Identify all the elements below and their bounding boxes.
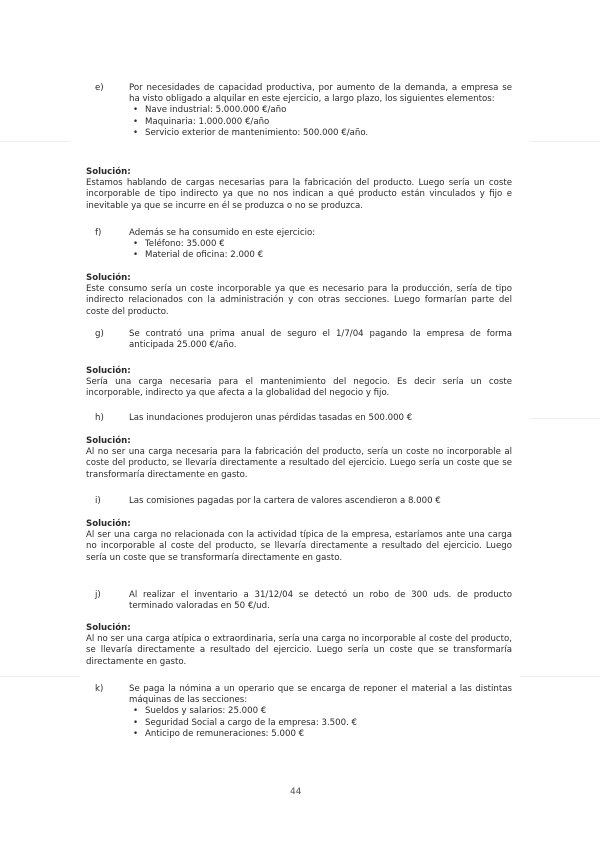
solution-g [86, 366, 512, 400]
solution-text: Al no ser una carga atípica o extraordinaria, sería una carga no incorporable al coste del producto, se llevaría directamente a resultado del ejercicio. Luego sería un coste que se transformaría directamente en gasto. [86, 634, 512, 667]
item-j [95, 590, 512, 612]
list-item: • Material de oficina: 2.000 € [145, 250, 512, 261]
item-f [95, 228, 512, 262]
item-text: Al realizar el inventario a 31/12/04 se detectó un robo de 300 uds. de producto terminado valoradas en 50 €/ud. [129, 590, 512, 612]
scan-artifact [530, 418, 600, 419]
list-item: • Anticipo de remuneraciones: 5.000 € [145, 729, 512, 740]
solution-text: Al ser una carga no relacionada con la actividad típica de la empresa, estaríamos ante una carga no incorporable al coste del producto, se llevaría directamente a resultado del ejercicio. Luego sería un coste que se transformaría directamente en gasto. [86, 530, 512, 563]
solution-i [86, 519, 512, 564]
list-item: • Sueldos y salarios: 25.000 € [145, 706, 512, 717]
item-h [95, 413, 512, 424]
list-item: • Nave industrial: 5.000.000 €/año [145, 105, 512, 116]
item-e [95, 83, 512, 139]
page-number: 44 [290, 787, 302, 797]
item-k [95, 684, 512, 740]
solution-text: Estamos hablando de cargas necesarias para la fabricación del producto. Luego sería un coste incorporable de tipo indirecto ya que no nos indican a qué producto están vinculados y fijo e inevitable ya que se incurre en él se produzca o no se produzca. [86, 178, 512, 211]
item-text: Se contrató una prima anual de seguro el 1/7/04 pagando la empresa de forma anticipada 25.000 €/año. [129, 329, 512, 351]
scan-artifact [0, 676, 80, 677]
item-label: k) [95, 684, 104, 694]
solution-e [86, 167, 512, 212]
solution-heading: Solución: [86, 436, 131, 446]
item-g [95, 329, 512, 351]
solution-j [86, 623, 512, 668]
list-item: • Servicio exterior de mantenimiento: 500.000 €/año. [145, 128, 512, 139]
item-list [129, 105, 512, 139]
item-text: Se paga la nómina a un operario que se encarga de reponer el material a las distintas máquinas de las secciones: [129, 684, 512, 706]
item-list [129, 239, 512, 261]
item-list [129, 706, 512, 740]
item-text: Por necesidades de capacidad productiva, por aumento de la demanda, a empresa se ha visto obligado a alquilar en este ejercicio, a largo plazo, los siguientes elementos: [129, 83, 512, 105]
list-item: • Seguridad Social a cargo de la empresa: 3.500. € [145, 718, 512, 729]
item-i [95, 496, 512, 507]
solution-h [86, 436, 512, 481]
scan-artifact [0, 141, 70, 142]
solution-heading: Solución: [86, 273, 131, 283]
item-label: h) [95, 413, 104, 423]
solution-text: Este consumo sería un coste incorporable ya que es necesario para la producción, sería de tipo indirecto relacionados con la administración y con otras secciones. Luego formarían parte del coste del producto. [86, 284, 512, 317]
solution-text: Al no ser una carga necesaria para la fabricación del producto, sería un coste no incorporable al coste del producto, se llevaría directamente a resultado del ejercicio. Luego sería un coste que se transformaría directamente en gasto. [86, 447, 512, 480]
list-item: • Teléfono: 35.000 € [145, 239, 512, 250]
solution-f [86, 273, 512, 318]
solution-heading: Solución: [86, 623, 131, 633]
scan-artifact [530, 141, 600, 142]
item-label: j) [95, 590, 101, 600]
solution-heading: Solución: [86, 519, 131, 529]
item-text: Además se ha consumido en este ejercicio: [129, 228, 316, 238]
solution-heading: Solución: [86, 366, 131, 376]
item-label: i) [95, 496, 101, 506]
item-label: g) [95, 329, 104, 339]
item-label: f) [95, 228, 102, 238]
item-label: e) [95, 83, 104, 93]
item-text: Las inundaciones produjeron unas pérdidas tasadas en 500.000 € [129, 413, 413, 423]
scan-artifact [520, 676, 600, 677]
item-text: Las comisiones pagadas por la cartera de valores ascendieron a 8.000 € [129, 496, 441, 506]
list-item: • Maquinaria: 1.000.000 €/año [145, 117, 512, 128]
solution-heading: Solución: [86, 167, 131, 177]
solution-text: Sería una carga necesaria para el mantenimiento del negocio. Es decir sería un coste incorporable, indirecto ya que afecta a la globalidad del negocio y fijo. [86, 377, 512, 399]
